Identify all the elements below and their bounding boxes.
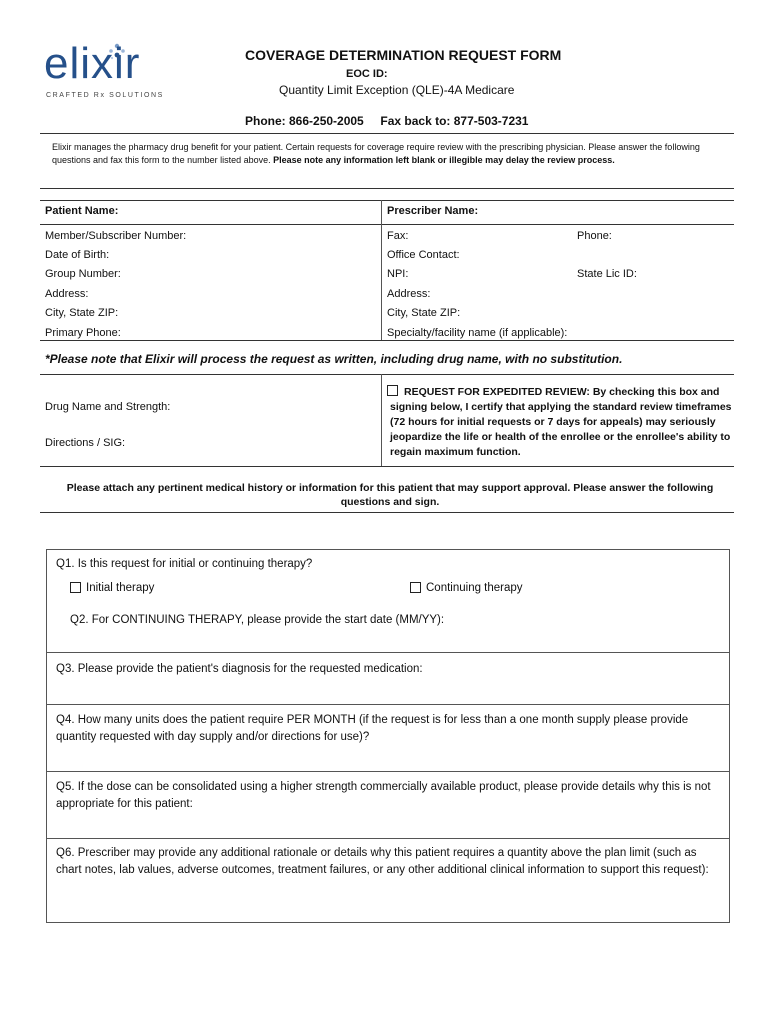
expedited-label: REQUEST FOR EXPEDITED REVIEW: — [404, 386, 590, 398]
prescriber-city-field[interactable]: City, State ZIP: — [387, 307, 461, 319]
eoc-id-label: EOC ID: — [346, 68, 388, 80]
patient-address-field[interactable]: Address: — [45, 288, 89, 300]
q4-text: Q4. How many units does the patient require PER MONTH (if the request is for less than a one month supply please provide quantity requested with day supply and/or directions for use)? — [56, 714, 689, 743]
info-table-divider — [381, 200, 382, 340]
contact-phone-fax: Phone: 866-250-2005 Fax back to: 877-503-7231 — [245, 114, 529, 128]
group-number-field[interactable]: Group Number: — [45, 268, 121, 280]
directions-field[interactable]: Directions / SIG: — [45, 437, 126, 449]
intro-bold-note: Please note any information left blank or illegible may delay the review process. — [273, 154, 615, 165]
prescriber-address-field[interactable]: Address: — [387, 288, 431, 300]
prescriber-name-field[interactable]: Prescriber Name: — [387, 205, 479, 217]
drug-section-bottom — [40, 466, 734, 467]
initial-therapy-checkbox[interactable] — [70, 582, 81, 593]
drug-section-divider — [381, 374, 382, 466]
attach-note: Please attach any pertinent medical history or information for this patient that may support approval. Please answer the following questions and sign. — [66, 482, 714, 508]
patient-phone-field[interactable]: Primary Phone: — [45, 327, 121, 339]
patient-city-field[interactable]: City, State ZIP: — [45, 307, 119, 319]
state-lic-field[interactable]: State Lic ID: — [577, 268, 637, 280]
q6-text: Q6. Prescriber may provide any additional rationale or details why this patient requires a quantity above the plan limit (such as chart notes, lab values, adverse outcomes, treatment failures, or any other additional clinical information to support this request): — [56, 847, 709, 876]
patient-name-field[interactable]: Patient Name: — [45, 205, 119, 217]
attach-divider — [40, 512, 734, 513]
q5-text: Q5. If the dose can be consolidated using a higher strength commercially available product, please provide details why this is not appropriate for this patient: — [56, 781, 711, 810]
substitution-note: *Please note that Elixir will process the request as written, including drug name, with no substitution. — [45, 352, 623, 366]
intro-text — [52, 141, 732, 166]
q3-text: Q3. Please provide the patient's diagnosis for the requested medication: — [56, 663, 423, 675]
header-divider — [40, 133, 734, 134]
drug-name-field[interactable]: Drug Name and Strength: — [45, 401, 171, 413]
form-title: COVERAGE DETERMINATION REQUEST FORM — [245, 47, 562, 63]
npi-field[interactable]: NPI: — [387, 268, 409, 280]
q5-divider — [46, 838, 730, 839]
q2-text: Q2. For CONTINUING THERAPY, please provide the start date (MM/YY): — [70, 614, 445, 626]
dob-field[interactable]: Date of Birth: — [45, 249, 110, 261]
member-number-field[interactable]: Member/Subscriber Number: — [45, 230, 187, 242]
elixir-logo — [44, 39, 174, 104]
q1-text: Q1. Is this request for initial or continuing therapy? — [56, 558, 313, 570]
form-subtitle: Quantity Limit Exception (QLE)-4A Medicare — [279, 83, 515, 97]
office-contact-field[interactable]: Office Contact: — [387, 249, 460, 261]
expedited-review-text — [390, 385, 735, 460]
continuing-therapy-checkbox[interactable] — [410, 582, 421, 593]
info-table-top — [40, 200, 734, 201]
initial-therapy-label: Initial therapy — [86, 582, 155, 594]
expedited-body: By checking this box and signing below, I certify that applying the standard review timeframes (72 hours for initial requests or 7 days for appeals) may seriously jeopardize the life or health of the enrollee or the enrollee's ability to regain maximum function. — [390, 386, 732, 458]
q3-divider — [46, 704, 730, 705]
logo-tagline: CRAFTED Rx SOLUTIONS — [46, 92, 164, 99]
note-divider — [40, 374, 734, 375]
q2-divider — [46, 652, 730, 653]
prescriber-fax-field[interactable]: Fax: — [387, 230, 409, 242]
continuing-therapy-label: Continuing therapy — [426, 582, 523, 594]
logo-wordmark: elixir — [44, 39, 141, 88]
info-table-bottom — [40, 340, 734, 341]
intro-body: Elixir manages the pharmacy drug benefit for your patient. Certain requests for coverage require review with the prescribing physician. Please answer the following questions and fax this form to the number listed above. — [52, 142, 700, 165]
intro-divider — [40, 188, 734, 189]
q4-divider — [46, 771, 730, 772]
info-table-header-line — [40, 224, 734, 225]
prescriber-phone-field[interactable]: Phone: — [577, 230, 612, 242]
specialty-field[interactable]: Specialty/facility name (if applicable): — [387, 327, 568, 339]
